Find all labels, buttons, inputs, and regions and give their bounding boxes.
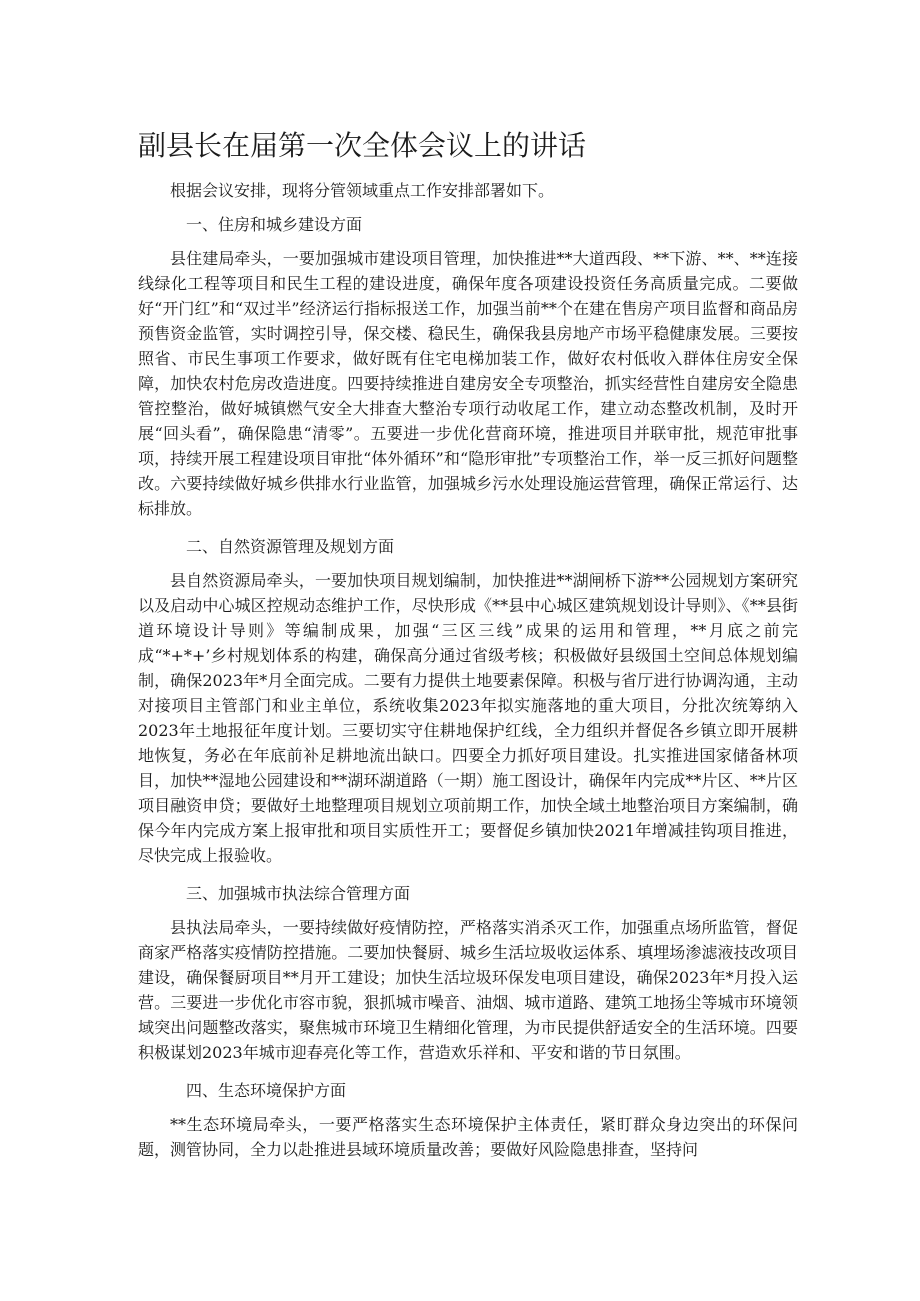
section-natural-resources <box>138 534 798 868</box>
intro-paragraph: 根据会议安排，现将分管领域重点工作安排部署如下。 <box>170 181 555 200</box>
section-housing <box>138 212 798 521</box>
section-ecology <box>138 1078 798 1162</box>
section-urban-enforcement <box>138 881 798 1065</box>
section-body: 县执法局牵头，一要持续做好疫情防控，严格落实消杀灭工作，加强重点场所监管，督促商家严格落实疫情防控措施。二要加快餐厨、城乡生活垃圾收运体系、填埋场渗滤液技改项目建设，确保餐厨项目**月开工建设；加快生活垃圾环保发电项目建设，确保2023年*月投入运营。三要进一步优化市容市貌，狠抓城市噪音、油烟、城市道路、建筑工地扬尘等城市环境领域突出问题整改落实，聚焦城市环境卫生精细化管理，为市民提供舒适安全的生活环境。四要积极谋划2023年城市迎春亮化等工作，营造欢乐祥和、平安和谐的节日氛围。 <box>138 918 798 1062</box>
section-heading: 一、住房和城乡建设方面 <box>186 215 363 234</box>
section-body: 县住建局牵头，一要加强城市建设项目管理，加快推进**大道西段、**下游、**、**连接线绿化工程等项目和民生工程的建设进度，确保年度各项建设投资任务高质量完成。二要做好“开门红”和“双过半”经济运行指标报送工作，加强当前**个在建在售房产项目监督和商品房预售资金监管，实时调控引导，保交楼、稳民生，确保我县房地产市场平稳健康发展。三要按照省、市民生事项工作要求，做好既有住宅电梯加装工作，做好农村低收入群体住房安全保障，加快农村危房改造进度。四要持续推进自建房安全专项整治，抓实经营性自建房安全隐患管控整治，做好城镇燃气安全大排查大整治专项行动收尾工作，建立动态整改机制，及时开展“回头看”，确保隐患“清零”。五要进一步优化营商环境，推进项目并联审批，规范审批事项，持续开展工程建设项目审批“体外循环”和“隐形审批”专项整治工作，举一反三抓好问题整改。六要持续做好城乡供排水行业监管，加强城乡污水处理设施运营管理，确保正常运行、达标排放。 <box>138 249 798 518</box>
section-heading: 二、自然资源管理及规划方面 <box>186 537 395 556</box>
section-body: **生态环境局牵头，一要严格落实生态环境保护主体责任，紧盯群众身边突出的环保问题，测管协同，全力以赴推进县域环境质量改善；要做好风险隐患排查，坚持问 <box>138 1115 798 1159</box>
document-title: 副县长在届第一次全体会议上的讲话 <box>138 129 587 162</box>
section-heading: 三、加强城市执法综合管理方面 <box>186 884 411 903</box>
section-heading: 四、生态环境保护方面 <box>186 1081 347 1100</box>
section-body: 县自然资源局牵头，一要加快项目规划编制，加快推进**湖闸桥下游**公园规划方案研究以及启动中心城区控规动态维护工作，尽快形成《**县中心城区建筑规划设计导则》、《**县街道环境设计导则》等编制成果，加强“三区三线”成果的运用和管理，**月底之前完成“*+*+’乡村规划体系的构建，确保高分通过省级考核；积极做好县级国土空间总体规划编制，确保2023年*月全面完成。二要有力提供土地要素保障。积极与省厅进行协调沟通，主动对接项目主管部门和业主单位，系统收集2023年拟实施落地的重大项目，分批次统筹纳入2023年土地报征年度计划。三要切实守住耕地保护红线，全力组织并督促各乡镇立即开展耕地恢复，务必在年底前补足耕地流出缺口。四要全力抓好项目建设。扎实推进国家储备林项目，加快**湿地公园建设和**湖环湖道路（一期）施工图设计，确保年内完成**片区、**片区项目融资申贷；要做好土地整理项目规划立项前期工作，加快全域土地整治项目方案编制，确保今年内完成方案上报审批和项目实质性开工；要督促乡镇加快2021年增减挂钩项目推进，尽快完成上报验收。 <box>138 571 798 865</box>
document-page <box>138 128 798 1175</box>
